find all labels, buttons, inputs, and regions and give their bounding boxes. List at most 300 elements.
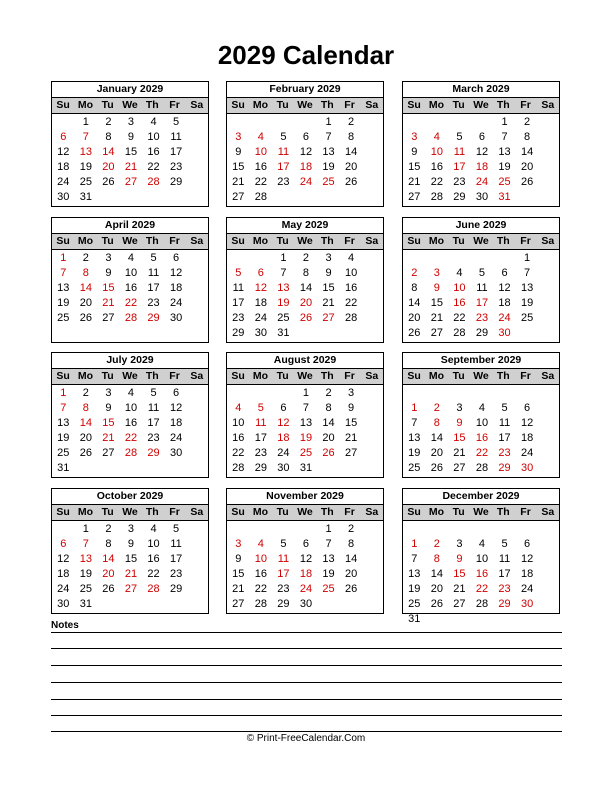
day-cell: 19 <box>79 568 92 580</box>
day-cell: 21 <box>344 432 358 444</box>
month-name: April 2029 <box>52 218 208 234</box>
day-cell: 8 <box>348 538 355 550</box>
day-cell: 19 <box>322 161 335 173</box>
day-cell: 4 <box>478 538 486 550</box>
day-cell: 4 <box>433 131 440 143</box>
day-cell: 9 <box>105 402 112 414</box>
day-cell: 1 <box>82 523 89 535</box>
weekday-label: Mo <box>77 235 93 247</box>
weekday-header <box>403 505 559 521</box>
day-cell: 6 <box>302 131 310 143</box>
day-cell: 15 <box>430 297 443 309</box>
day-cell: 2 <box>325 387 332 399</box>
day-cell: 13 <box>520 282 534 294</box>
day-cell: 14 <box>299 282 313 294</box>
day-cell: 22 <box>124 432 138 444</box>
empty-cell <box>516 522 539 537</box>
day-cell: 8 <box>325 402 332 414</box>
day-cell: 23 <box>475 312 489 324</box>
empty-cell <box>448 115 471 130</box>
day-cell: 28 <box>232 462 245 474</box>
day-cell: 29 <box>232 327 245 339</box>
day-cell: 7 <box>60 267 67 279</box>
day-cell: 24 <box>520 447 534 459</box>
day-cell: 21 <box>124 161 138 173</box>
note-line <box>51 682 562 683</box>
day-cell: 4 <box>257 131 264 143</box>
day-cell: 13 <box>79 553 92 565</box>
notes-label: Notes <box>51 620 79 631</box>
day-cell: 13 <box>408 568 421 580</box>
day-cell: 11 <box>498 553 511 565</box>
empty-cell <box>403 115 426 130</box>
day-cell: 27 <box>453 462 466 474</box>
weekday-label: Th <box>145 370 159 382</box>
weekday-label: Tu <box>276 506 289 518</box>
weekday-label: Mo <box>77 370 93 382</box>
weekday-label: Su <box>56 370 70 382</box>
empty-cell <box>493 251 516 266</box>
day-cell: 22 <box>344 297 358 309</box>
day-cell: 16 <box>124 417 138 429</box>
day-cell: 16 <box>254 161 267 173</box>
month-5 <box>226 217 384 343</box>
day-cell: 12 <box>475 146 489 158</box>
day-cell: 8 <box>524 131 531 143</box>
weekday-label: Mo <box>252 370 268 382</box>
day-cell: 18 <box>520 568 534 580</box>
weekday-label: We <box>473 99 489 111</box>
day-cell: 1 <box>411 538 418 550</box>
day-cell: 23 <box>232 312 245 324</box>
day-cell: 23 <box>169 568 183 580</box>
weekday-label: We <box>297 99 313 111</box>
day-cell: 18 <box>498 297 511 309</box>
day-cell: 25 <box>277 312 290 324</box>
empty-cell <box>295 115 318 130</box>
weekday-label: Su <box>56 235 70 247</box>
day-cell: 19 <box>57 297 70 309</box>
day-cell: 1 <box>524 252 531 264</box>
empty-cell <box>250 251 273 266</box>
day-cell: 30 <box>169 312 183 324</box>
day-cell: 20 <box>102 568 115 580</box>
day-cell: 3 <box>433 267 440 279</box>
day-cell: 20 <box>299 297 313 309</box>
day-cell: 26 <box>79 312 92 324</box>
day-cell: 7 <box>411 553 418 565</box>
day-cell: 24 <box>169 432 183 444</box>
month-name: January 2029 <box>52 82 208 98</box>
weekday-label: Su <box>407 370 421 382</box>
weekday-label: Fr <box>520 370 531 382</box>
day-cell: 2 <box>524 116 531 128</box>
day-cell: 18 <box>169 282 183 294</box>
day-cell: 19 <box>408 447 421 459</box>
weekday-label: Sa <box>190 370 204 382</box>
day-cell: 10 <box>453 282 466 294</box>
day-cell: 27 <box>124 176 138 188</box>
day-cell: 24 <box>57 176 70 188</box>
day-cell: 24 <box>498 312 511 324</box>
month-name: August 2029 <box>227 353 383 369</box>
day-cell: 30 <box>475 191 489 203</box>
note-line <box>51 665 562 666</box>
weekday-label: Mo <box>77 506 93 518</box>
day-cell: 28 <box>475 462 489 474</box>
day-cell: 27 <box>102 312 115 324</box>
day-cell: 8 <box>82 267 89 279</box>
day-cell: 11 <box>255 417 267 429</box>
weekday-header <box>227 369 383 385</box>
day-cell: 18 <box>299 568 313 580</box>
day-cell: 12 <box>277 417 290 429</box>
day-cell: 19 <box>322 568 335 580</box>
weekday-label: We <box>122 99 138 111</box>
month-name: June 2029 <box>403 218 559 234</box>
day-cell: 23 <box>254 447 267 459</box>
month-9 <box>402 352 560 478</box>
day-cell: 12 <box>520 553 534 565</box>
day-grid <box>52 114 208 205</box>
day-cell: 5 <box>501 538 508 550</box>
day-grid <box>403 521 559 627</box>
weekday-label: Sa <box>190 506 204 518</box>
empty-cell <box>403 522 426 537</box>
day-cell: 17 <box>277 568 290 580</box>
day-cell: 24 <box>299 583 313 595</box>
day-cell: 28 <box>344 312 358 324</box>
day-cell: 27 <box>232 598 245 610</box>
day-cell: 5 <box>150 252 157 264</box>
day-cell: 11 <box>498 417 511 429</box>
day-cell: 20 <box>344 161 358 173</box>
day-cell: 27 <box>344 447 358 459</box>
day-cell: 1 <box>60 387 67 399</box>
note-line <box>51 648 562 649</box>
day-cell: 30 <box>57 191 70 203</box>
day-cell: 26 <box>79 447 92 459</box>
day-cell: 16 <box>344 282 358 294</box>
day-cell: 26 <box>102 583 115 595</box>
day-cell: 6 <box>60 131 67 143</box>
day-cell: 28 <box>254 191 267 203</box>
day-cell: 20 <box>430 447 443 459</box>
day-cell: 6 <box>173 387 180 399</box>
day-cell: 19 <box>79 161 92 173</box>
weekday-label: Sa <box>541 99 555 111</box>
day-cell: 18 <box>299 161 313 173</box>
day-cell: 29 <box>147 312 160 324</box>
weekday-label: Fr <box>169 99 180 111</box>
day-cell: 17 <box>498 432 511 444</box>
weekday-label: Fr <box>344 235 355 247</box>
day-cell: 26 <box>102 176 115 188</box>
day-cell: 30 <box>169 447 183 459</box>
weekday-label: We <box>473 235 489 247</box>
day-cell: 8 <box>105 538 112 550</box>
day-cell: 10 <box>475 417 489 429</box>
day-cell: 23 <box>147 432 160 444</box>
weekday-label: Sa <box>365 235 379 247</box>
empty-cell <box>493 522 516 537</box>
day-cell: 28 <box>124 447 138 459</box>
month-6 <box>402 217 560 343</box>
month-name: March 2029 <box>403 82 559 98</box>
day-cell: 23 <box>147 297 160 309</box>
day-cell: 11 <box>277 146 290 158</box>
day-cell: 21 <box>453 583 466 595</box>
day-cell: 7 <box>411 417 418 429</box>
day-cell: 7 <box>82 538 89 550</box>
weekday-label: We <box>297 370 313 382</box>
empty-cell <box>493 386 516 401</box>
day-cell: 29 <box>277 598 290 610</box>
day-cell: 31 <box>408 613 421 625</box>
day-cell: 15 <box>453 432 466 444</box>
day-cell: 3 <box>105 387 112 399</box>
day-cell: 11 <box>170 538 182 550</box>
empty-cell <box>227 115 250 130</box>
empty-cell <box>403 386 426 401</box>
day-cell: 3 <box>127 116 135 128</box>
weekday-header <box>52 98 208 114</box>
day-cell: 17 <box>498 568 511 580</box>
day-cell: 15 <box>232 568 245 580</box>
empty-cell <box>426 251 449 266</box>
day-cell: 25 <box>299 447 313 459</box>
day-cell: 8 <box>302 267 310 279</box>
day-cell: 17 <box>277 161 290 173</box>
weekday-label: Sa <box>541 506 555 518</box>
day-cell: 4 <box>478 402 486 414</box>
day-cell: 30 <box>520 462 534 474</box>
month-3 <box>402 81 560 207</box>
weekday-label: Su <box>56 506 70 518</box>
day-cell: 6 <box>60 538 67 550</box>
day-cell: 8 <box>105 131 112 143</box>
day-cell: 3 <box>235 538 242 550</box>
day-cell: 20 <box>322 432 335 444</box>
day-cell: 30 <box>299 598 313 610</box>
day-grid <box>227 385 383 476</box>
day-cell: 17 <box>232 297 245 309</box>
day-cell: 10 <box>254 553 267 565</box>
empty-cell <box>471 251 494 266</box>
day-cell: 11 <box>476 282 488 294</box>
month-name: July 2029 <box>52 353 208 369</box>
day-cell: 22 <box>147 568 160 580</box>
weekday-label: Tu <box>452 370 465 382</box>
day-cell: 29 <box>453 191 466 203</box>
day-grid <box>403 250 559 341</box>
day-cell: 25 <box>79 583 92 595</box>
empty-cell <box>516 386 539 401</box>
month-1 <box>51 81 209 207</box>
day-cell: 28 <box>124 312 138 324</box>
day-cell: 27 <box>102 447 115 459</box>
day-cell: 17 <box>475 297 489 309</box>
day-cell: 21 <box>408 176 421 188</box>
weekday-label: We <box>297 506 313 518</box>
weekday-label: Th <box>496 370 510 382</box>
day-cell: 21 <box>430 312 443 324</box>
day-cell: 4 <box>150 523 157 535</box>
weekday-label: Sa <box>365 99 379 111</box>
weekday-label: Sa <box>541 235 555 247</box>
day-cell: 6 <box>173 252 180 264</box>
day-cell: 10 <box>124 402 138 414</box>
day-cell: 11 <box>277 553 290 565</box>
weekday-label: Mo <box>252 235 268 247</box>
note-line <box>51 715 562 716</box>
day-cell: 12 <box>57 146 70 158</box>
weekday-label: We <box>122 370 138 382</box>
day-cell: 16 <box>147 553 160 565</box>
day-cell: 29 <box>498 598 511 610</box>
day-cell: 2 <box>82 387 89 399</box>
day-cell: 18 <box>254 297 267 309</box>
weekday-label: Tu <box>276 370 289 382</box>
weekday-label: We <box>473 506 489 518</box>
month-name: September 2029 <box>403 353 559 369</box>
day-cell: 31 <box>498 191 511 203</box>
month-11 <box>226 488 384 614</box>
day-cell: 6 <box>524 402 531 414</box>
day-cell: 25 <box>322 583 335 595</box>
day-cell: 11 <box>170 131 182 143</box>
day-cell: 12 <box>498 282 511 294</box>
day-cell: 25 <box>408 598 421 610</box>
day-cell: 1 <box>501 116 508 128</box>
day-cell: 6 <box>524 538 531 550</box>
empty-cell <box>471 522 494 537</box>
day-cell: 15 <box>102 417 115 429</box>
day-cell: 21 <box>124 568 138 580</box>
day-cell: 28 <box>147 583 160 595</box>
day-cell: 9 <box>456 417 463 429</box>
day-cell: 24 <box>277 447 290 459</box>
day-cell: 14 <box>344 553 358 565</box>
day-cell: 15 <box>408 161 421 173</box>
day-cell: 12 <box>299 553 313 565</box>
day-cell: 11 <box>232 282 244 294</box>
note-line <box>51 699 562 700</box>
day-grid <box>403 385 559 476</box>
weekday-label: Su <box>407 506 421 518</box>
day-cell: 29 <box>147 447 160 459</box>
day-cell: 27 <box>322 312 335 324</box>
day-cell: 28 <box>430 191 443 203</box>
day-cell: 18 <box>57 568 70 580</box>
day-cell: 31 <box>57 462 70 474</box>
day-cell: 7 <box>280 267 287 279</box>
day-cell: 30 <box>57 598 70 610</box>
day-cell: 24 <box>254 312 267 324</box>
day-cell: 23 <box>277 583 290 595</box>
page-title: 2029 Calendar <box>217 40 395 70</box>
empty-cell <box>52 115 75 130</box>
day-cell: 25 <box>57 447 70 459</box>
day-cell: 14 <box>79 282 92 294</box>
day-cell: 22 <box>147 161 160 173</box>
day-cell: 7 <box>302 402 310 414</box>
weekday-header <box>52 234 208 250</box>
day-cell: 20 <box>79 432 92 444</box>
day-cell: 31 <box>79 191 92 203</box>
day-cell: 29 <box>254 462 267 474</box>
day-cell: 12 <box>520 417 534 429</box>
day-cell: 14 <box>102 553 115 565</box>
day-cell: 24 <box>169 297 183 309</box>
day-cell: 10 <box>430 146 443 158</box>
day-cell: 4 <box>127 252 135 264</box>
day-grid <box>403 114 559 205</box>
empty-cell <box>448 386 471 401</box>
weekday-label: Su <box>407 99 421 111</box>
day-cell: 3 <box>325 252 332 264</box>
weekday-label: Tu <box>101 370 114 382</box>
day-cell: 31 <box>277 327 290 339</box>
day-cell: 17 <box>147 282 160 294</box>
weekday-label: Fr <box>344 506 355 518</box>
day-cell: 5 <box>173 523 180 535</box>
day-grid <box>52 385 208 476</box>
empty-cell <box>272 386 295 401</box>
weekday-label: Th <box>145 506 159 518</box>
empty-cell <box>272 115 295 130</box>
weekday-header <box>227 98 383 114</box>
day-cell: 10 <box>147 131 160 143</box>
day-cell: 28 <box>147 176 160 188</box>
weekday-label: Fr <box>520 235 531 247</box>
day-cell: 5 <box>280 131 287 143</box>
day-cell: 14 <box>430 432 443 444</box>
day-cell: 7 <box>524 267 531 279</box>
day-cell: 11 <box>147 267 160 279</box>
weekday-label: Tu <box>101 235 114 247</box>
day-cell: 29 <box>169 583 183 595</box>
day-cell: 20 <box>430 583 443 595</box>
day-cell: 22 <box>475 583 489 595</box>
day-cell: 9 <box>325 267 332 279</box>
day-cell: 23 <box>169 161 183 173</box>
weekday-label: Fr <box>169 506 180 518</box>
day-cell: 14 <box>322 417 335 429</box>
day-cell: 18 <box>57 161 70 173</box>
day-cell: 5 <box>257 402 264 414</box>
day-cell: 17 <box>453 161 466 173</box>
empty-cell <box>426 522 449 537</box>
day-cell: 7 <box>60 402 67 414</box>
day-cell: 1 <box>325 523 332 535</box>
day-cell: 5 <box>478 267 486 279</box>
weekday-header <box>52 369 208 385</box>
day-cell: 13 <box>79 146 92 158</box>
month-12 <box>402 488 560 625</box>
day-cell: 22 <box>232 447 245 459</box>
day-cell: 14 <box>408 297 421 309</box>
day-cell: 1 <box>82 116 89 128</box>
empty-cell <box>227 522 250 537</box>
day-cell: 5 <box>173 116 180 128</box>
day-cell: 9 <box>433 282 440 294</box>
day-cell: 17 <box>169 146 183 158</box>
day-cell: 4 <box>127 387 135 399</box>
day-cell: 22 <box>453 312 466 324</box>
day-cell: 13 <box>277 282 290 294</box>
day-cell: 30 <box>520 598 534 610</box>
